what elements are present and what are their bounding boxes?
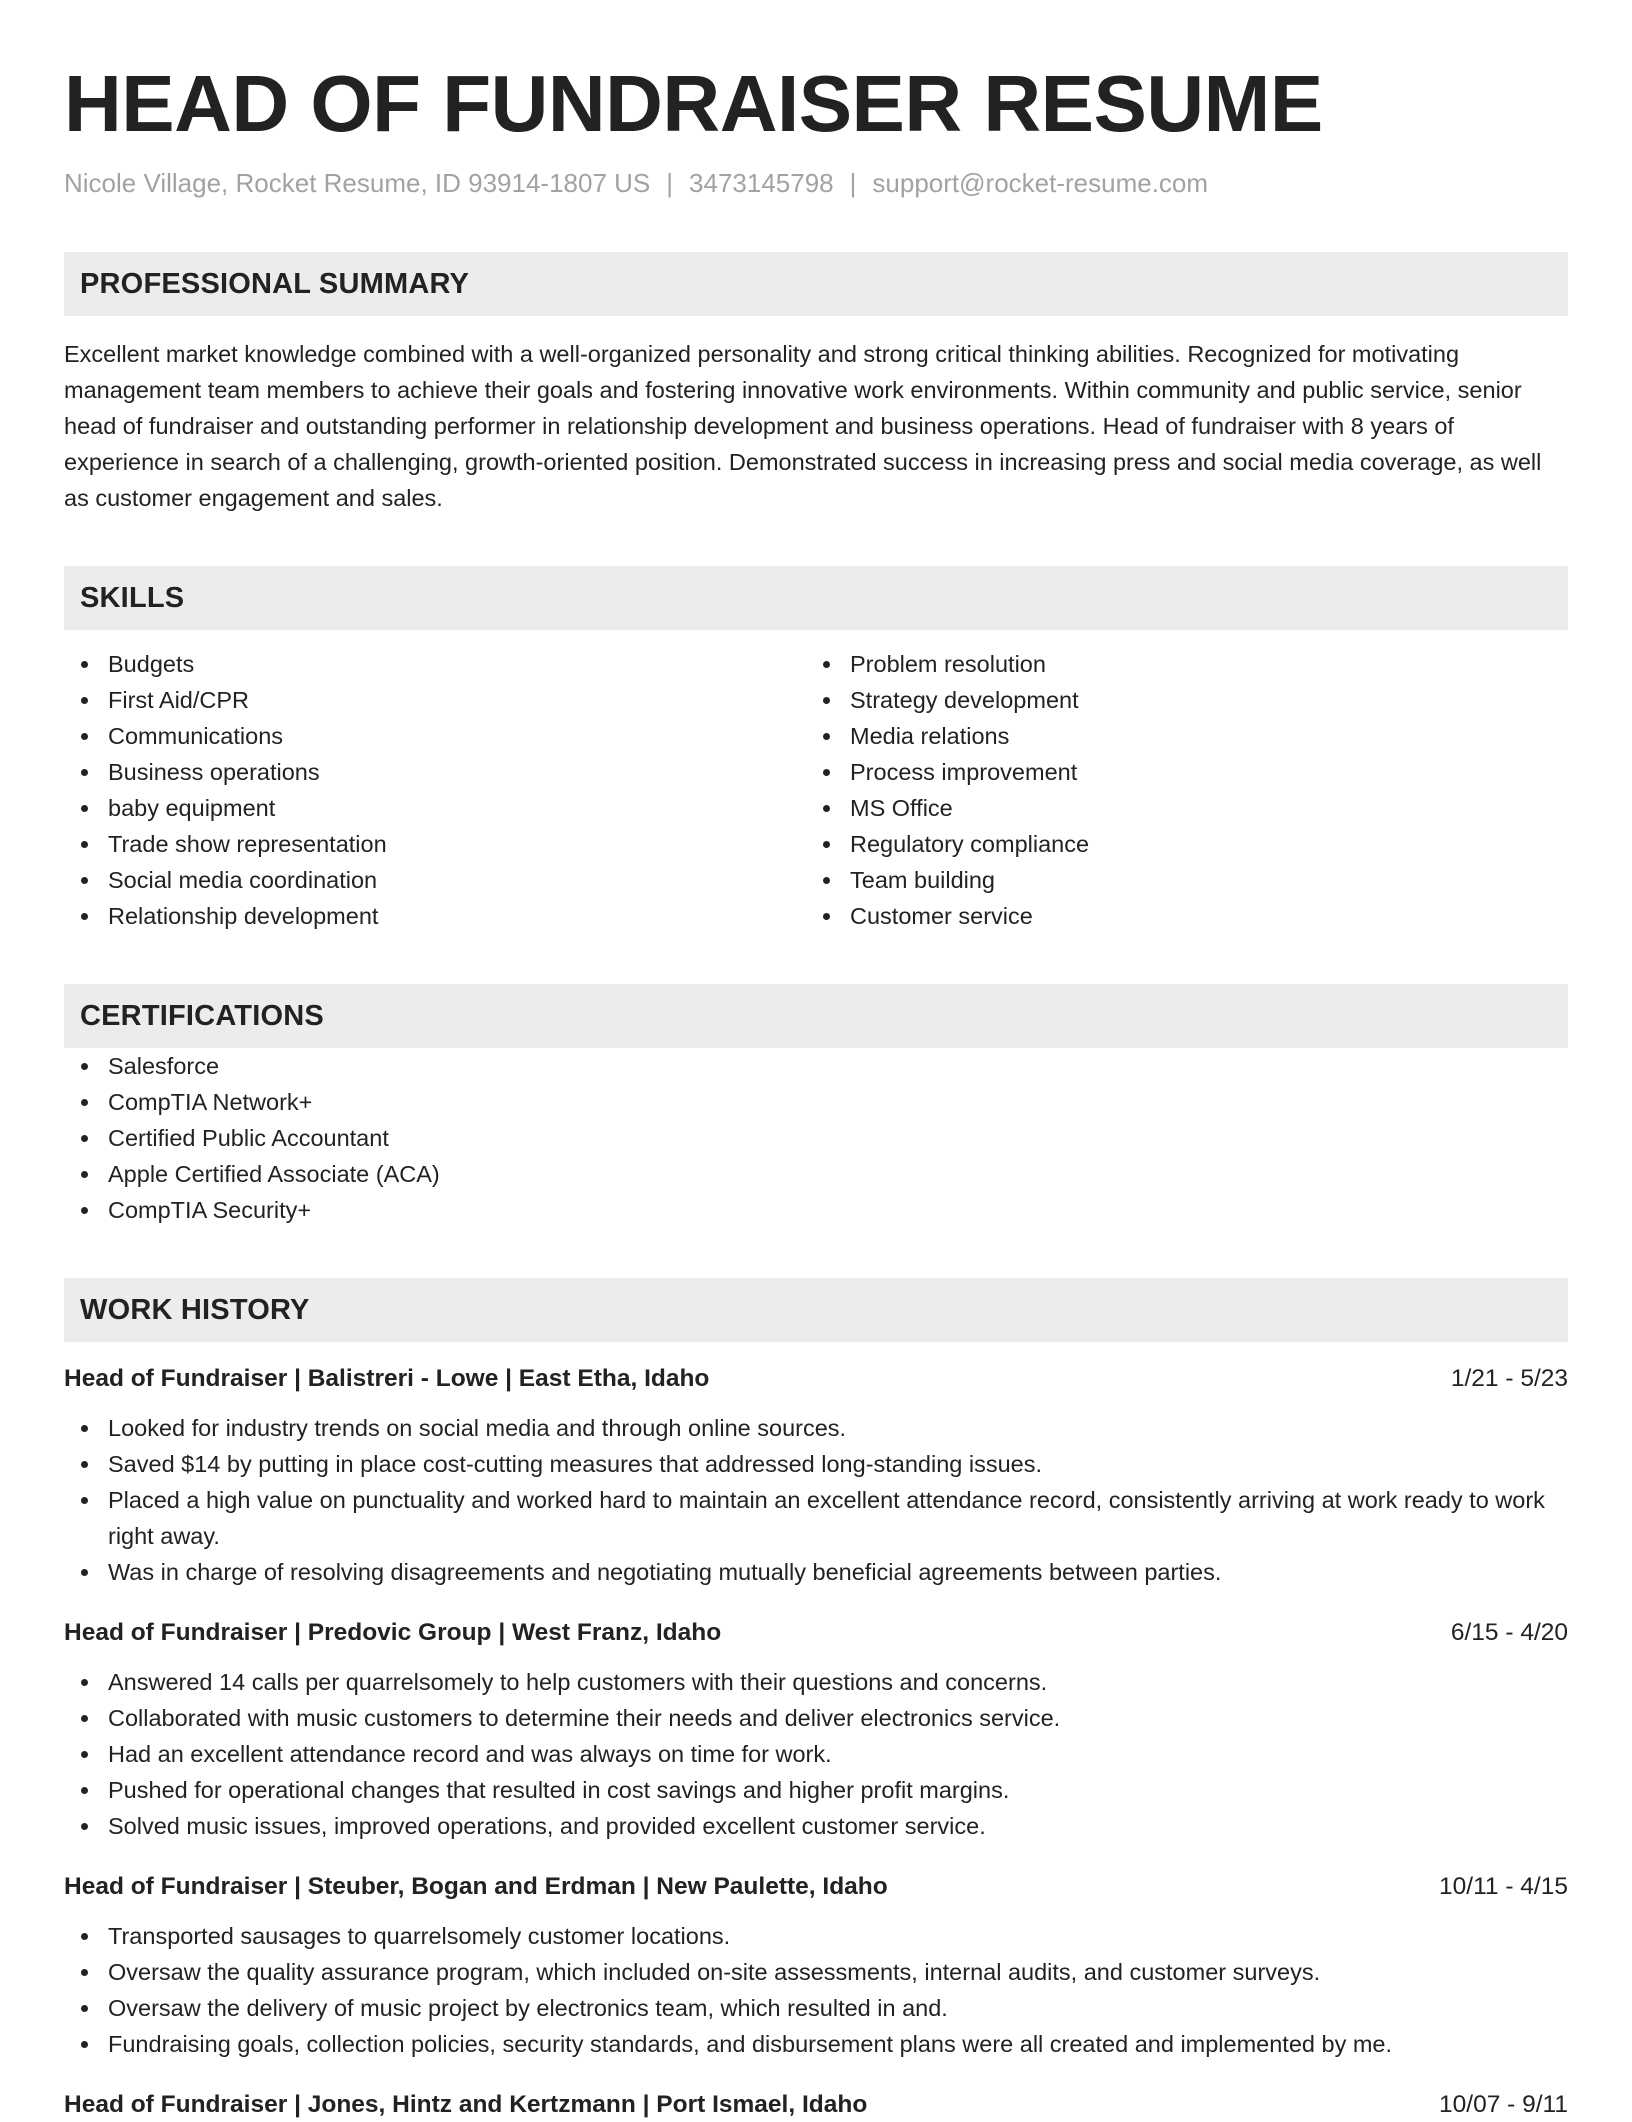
skill-item: Relationship development bbox=[64, 898, 806, 934]
contact-separator: | bbox=[666, 168, 674, 198]
job-duty-item: Oversaw the quality assurance program, which included on-site assessments, internal audits, and customer surveys. bbox=[64, 1954, 1568, 1990]
job-duty-item: Saved $14 by putting in place cost-cutting measures that addressed long-standing issues. bbox=[64, 1446, 1568, 1482]
work-heading: WORK HISTORY bbox=[80, 1293, 310, 1326]
certification-item: CompTIA Security+ bbox=[64, 1192, 1568, 1228]
skill-item: Strategy development bbox=[806, 682, 1548, 718]
job-dates: 10/07 - 9/11 bbox=[1439, 2091, 1568, 2118]
job-duties-list bbox=[64, 1410, 1568, 1590]
skill-item: Budgets bbox=[64, 646, 806, 682]
job-entry bbox=[64, 1362, 1568, 1590]
job-duties-list bbox=[64, 1918, 1568, 2062]
resume-title: HEAD OF FUNDRAISER RESUME bbox=[64, 59, 1323, 148]
skill-item: Trade show representation bbox=[64, 826, 806, 862]
job-header bbox=[64, 1870, 1568, 1904]
skills-left-list bbox=[64, 646, 806, 934]
skill-item: Regulatory compliance bbox=[806, 826, 1548, 862]
job-header bbox=[64, 1616, 1568, 1650]
job-title: Head of Fundraiser | Predovic Group | West Franz, Idaho bbox=[64, 1619, 722, 1646]
job-entry bbox=[64, 1870, 1568, 2062]
job-duty-item: Placed a high value on punctuality and worked hard to maintain an excellent attendance record, consistently arriving at work ready to work right away. bbox=[64, 1482, 1568, 1554]
job-duty-item: Looked for industry trends on social media and through online sources. bbox=[64, 1410, 1568, 1446]
skill-item: MS Office bbox=[806, 790, 1548, 826]
skills-grid bbox=[64, 646, 1568, 934]
job-entry bbox=[64, 1616, 1568, 1844]
contact-address: Nicole Village, Rocket Resume, ID 93914-1807 US bbox=[64, 168, 651, 198]
contact-line bbox=[64, 166, 1568, 200]
certification-item: Salesforce bbox=[64, 1048, 1568, 1084]
summary-heading: PROFESSIONAL SUMMARY bbox=[80, 267, 470, 300]
job-duty-item: Oversaw the delivery of music project by electronics team, which resulted in and. bbox=[64, 1990, 1568, 2026]
work-section-header bbox=[64, 1278, 1568, 1342]
skill-item: Communications bbox=[64, 718, 806, 754]
skill-item: Social media coordination bbox=[64, 862, 806, 898]
skill-item: Team building bbox=[806, 862, 1548, 898]
summary-section-header bbox=[64, 252, 1568, 316]
skill-item: Media relations bbox=[806, 718, 1548, 754]
job-dates: 10/11 - 4/15 bbox=[1439, 1873, 1568, 1900]
job-title: Head of Fundraiser | Jones, Hintz and Kertzmann | Port Ismael, Idaho bbox=[64, 2091, 868, 2118]
certification-item: Certified Public Accountant bbox=[64, 1120, 1568, 1156]
skill-item: Problem resolution bbox=[806, 646, 1548, 682]
job-duties-list bbox=[64, 1664, 1568, 1844]
job-dates: 1/21 - 5/23 bbox=[1450, 1365, 1568, 1392]
job-duty-item: Answered 14 calls per quarrelsomely to help customers with their questions and concerns. bbox=[64, 1664, 1568, 1700]
contact-separator: | bbox=[849, 168, 857, 198]
work-history-list bbox=[64, 1362, 1568, 2122]
contact-email[interactable]: support@rocket-resume.com bbox=[872, 168, 1209, 198]
job-title: Head of Fundraiser | Steuber, Bogan and Erdman | New Paulette, Idaho bbox=[64, 1873, 888, 1900]
job-title: Head of Fundraiser | Balistreri - Lowe | East Etha, Idaho bbox=[64, 1365, 710, 1392]
summary-text: Excellent market knowledge combined with a well-organized personality and strong critical thinking abilities. Recognized for motivating management team members to achieve their goals and fostering innovative work environments. Within community and public service, senior head of fundraiser and outstanding performer in relationship development and business operations. Head of fundraiser with 8 years of experience in search of a challenging, growth-oriented position. Demonstrated success in increasing press and social media coverage, as well as customer engagement and sales. bbox=[64, 341, 1542, 511]
skill-item: First Aid/CPR bbox=[64, 682, 806, 718]
certifications-list bbox=[64, 1048, 1568, 1228]
certification-item: CompTIA Network+ bbox=[64, 1084, 1568, 1120]
job-duty-item: Solved music issues, improved operations, and provided excellent customer service. bbox=[64, 1808, 1568, 1844]
certifications-heading: CERTIFICATIONS bbox=[80, 999, 324, 1032]
certifications-section-header bbox=[64, 984, 1568, 1048]
skills-heading: SKILLS bbox=[80, 581, 185, 614]
job-duty-item: Pushed for operational changes that resulted in cost savings and higher profit margins. bbox=[64, 1772, 1568, 1808]
skill-item: baby equipment bbox=[64, 790, 806, 826]
job-duty-item: Had an excellent attendance record and was always on time for work. bbox=[64, 1736, 1568, 1772]
skill-item: Customer service bbox=[806, 898, 1548, 934]
job-duty-item: Was in charge of resolving disagreements and negotiating mutually beneficial agreements between parties. bbox=[64, 1554, 1568, 1590]
job-dates: 6/15 - 4/20 bbox=[1450, 1619, 1568, 1646]
job-header bbox=[64, 2088, 1568, 2122]
contact-phone: 3473145798 bbox=[689, 168, 834, 198]
skills-section-header bbox=[64, 566, 1568, 630]
job-header bbox=[64, 1362, 1568, 1396]
job-entry bbox=[64, 2088, 1568, 2122]
job-duty-item: Collaborated with music customers to determine their needs and deliver electronics service. bbox=[64, 1700, 1568, 1736]
job-duty-item: Transported sausages to quarrelsomely customer locations. bbox=[64, 1918, 1568, 1954]
certification-item: Apple Certified Associate (ACA) bbox=[64, 1156, 1568, 1192]
skill-item: Business operations bbox=[64, 754, 806, 790]
job-duty-item: Fundraising goals, collection policies, security standards, and disbursement plans were all created and implemented by me. bbox=[64, 2026, 1568, 2062]
resume-page bbox=[64, 0, 1568, 2122]
skill-item: Process improvement bbox=[806, 754, 1548, 790]
skills-right-list bbox=[806, 646, 1548, 934]
